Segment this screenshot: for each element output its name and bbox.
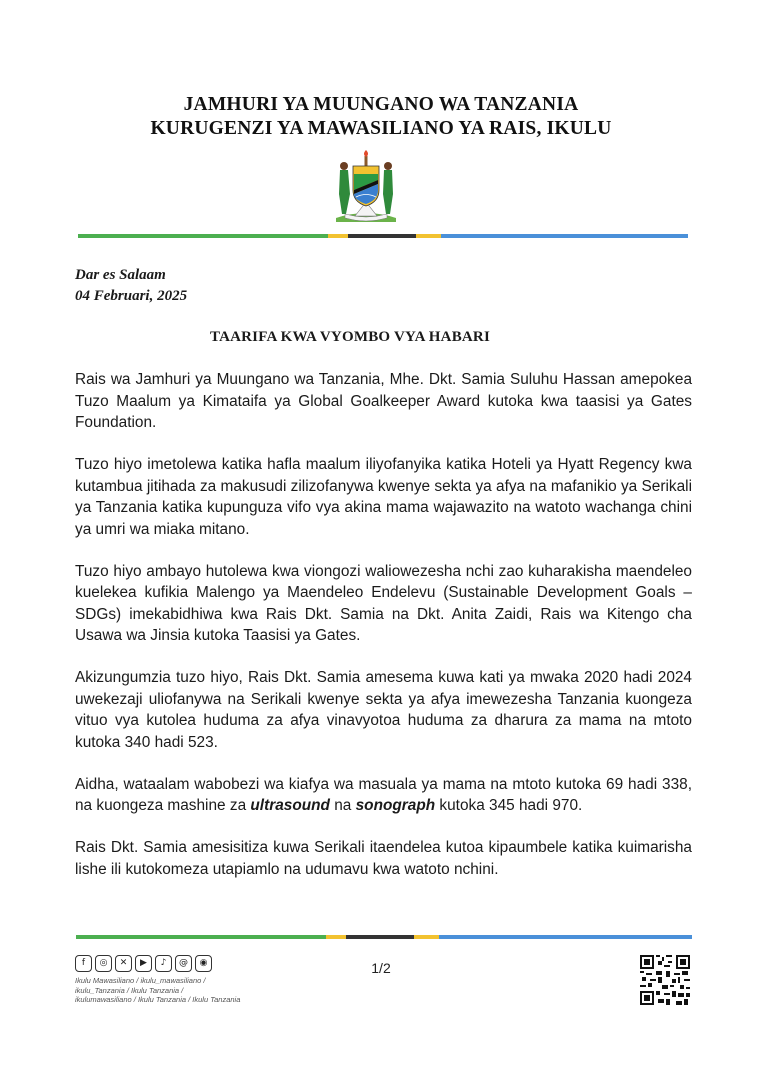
paragraph-5-sonograph: sonograph bbox=[355, 797, 436, 814]
letterhead-line-2: KURUGENZI YA MAWASILIANO YA RAIS, IKULU bbox=[150, 118, 612, 139]
dateline-place: Dar es Salaam bbox=[75, 267, 166, 283]
instagram-icon[interactable]: ◎ bbox=[95, 955, 112, 972]
paragraph-2: Tuzo hiyo imetolewa katika hafla maalum iliyofanyika katika Hoteli ya Hyatt Regency kwa kutambua jitihada za makusudi zilizofanywa kwenye sekta ya afya na mafanikio ya Serikali ya Tanzania katika kupunguza vifo vya akina mama wajawazito na watoto wachanga chini ya umri wa miaka mitano. bbox=[75, 456, 692, 538]
paragraph-3: Tuzo hiyo ambayo hutolewa kwa viongozi waliowezesha nchi zao kuharakisha maendeleo kuelekea kufikia Malengo ya Maendeleo Endelevu (Sustainable Development Goals – SDGs) imekabidhiwa kwa Rais Dkt. Samia na Dkt. Anita Zaidi, Rais wa Kitengo cha Usawa wa Jinsia kutoka Taasisi ya Gates. bbox=[75, 562, 692, 644]
press-release-body bbox=[75, 369, 692, 901]
handles-line-1: Ikulu Mawasiliano / ikulu_mawasiliano / bbox=[75, 976, 206, 985]
top-color-rule bbox=[78, 234, 688, 238]
paragraph-5 bbox=[75, 774, 692, 817]
page-number: 1/2 bbox=[371, 960, 391, 976]
coat-of-arms-icon bbox=[331, 150, 401, 224]
letterhead-line-1: JAMHURI YA MUUNGANO WA TANZANIA bbox=[183, 94, 579, 115]
youtube-icon[interactable]: ▶ bbox=[135, 955, 152, 972]
tiktok-icon[interactable]: ♪ bbox=[155, 955, 172, 972]
paragraph-5-text-a: Aidha, wataalam wabobezi wa kiafya wa masuala ya mama na mtoto kutoka 69 hadi 338, na kuongeza mashine za bbox=[75, 775, 692, 814]
document-title: TAARIFA KWA VYOMBO VYA HABARI bbox=[209, 329, 490, 345]
dateline-date: 04 Februari, 2025 bbox=[75, 288, 188, 304]
paragraph-5-text-c: kutoka 345 hadi 970. bbox=[435, 797, 583, 814]
threads-icon[interactable]: @ bbox=[175, 955, 192, 972]
social-handles bbox=[75, 976, 265, 1005]
facebook-icon[interactable]: f bbox=[75, 955, 92, 972]
paragraph-4: Akizungumzia tuzo hiyo, Rais Dkt. Samia amesema kuwa kati ya mwaka 2020 hadi 2024 uwekezaji uliofanywa na Serikali kwenye sekta ya afya imewezesha Tanzania kuongeza vituo vya kutolea huduma za afya vinavyotoa huduma za dharura za mama na mtoto kutoka 340 hadi 523. bbox=[75, 669, 692, 751]
qr-code-icon[interactable] bbox=[640, 955, 690, 1005]
bottom-color-rule bbox=[76, 935, 692, 939]
paragraph-5-text-b: na bbox=[329, 797, 356, 814]
paragraph-6: Rais Dkt. Samia amesisitiza kuwa Serikali itaendelea kutoa kipaumbele katika kuimarisha lishe ili kutokomeza utapiamlo na udumavu kwa watoto nchini. bbox=[75, 839, 692, 878]
handles-line-3: ikulumawasiliano / Ikulu Tanzania / Ikulu Tanzania bbox=[75, 995, 241, 1004]
dateline bbox=[75, 265, 187, 307]
paragraph-1: Rais wa Jamhuri ya Muungano wa Tanzania, Mhe. Dkt. Samia Suluhu Hassan amepokea Tuzo Maalum ya Kimataifa ya Global Goalkeeper Award kutoka kwa taasisi ya Gates Foundation. bbox=[75, 371, 692, 431]
handles-line-2: ikulu_Tanzania / Ikulu Tanzania / bbox=[75, 985, 184, 995]
podcast-icon[interactable]: ◉ bbox=[195, 955, 212, 972]
paragraph-5-ultrasound: ultrasound bbox=[250, 797, 330, 814]
letterhead bbox=[0, 93, 762, 141]
x-icon[interactable]: ✕ bbox=[115, 955, 132, 972]
